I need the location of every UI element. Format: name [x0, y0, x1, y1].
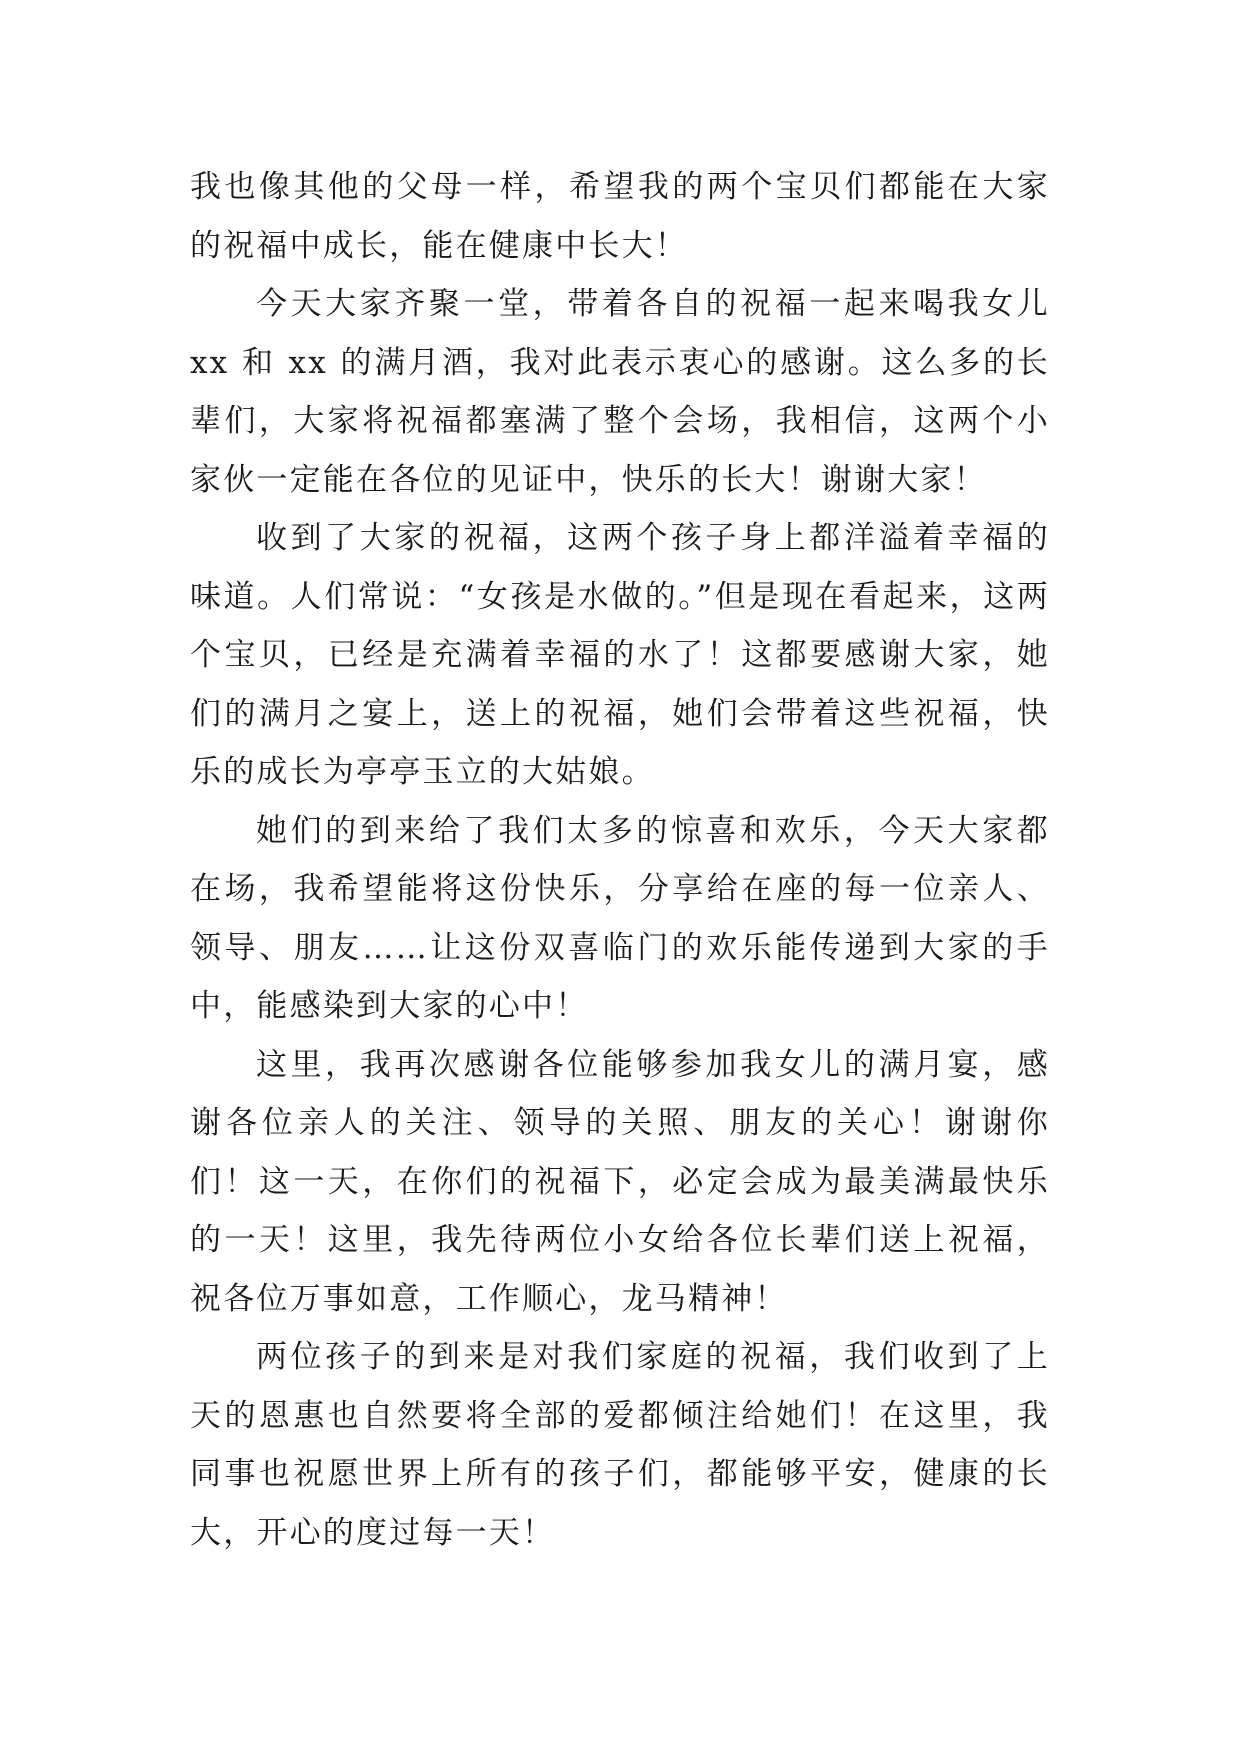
- paragraph-4: 她们的到来给了我们太多的惊喜和欢乐，今天大家都在场，我希望能将这份快乐，分享给在座的每一位亲人、领导、朋友……让这份双喜临门的欢乐能传递到大家的手中，能感染到大家的心中！: [190, 812, 1050, 1024]
- document-body: [190, 158, 1050, 1562]
- paragraph-2: 今天大家齐聚一堂，带着各自的祝福一起来喝我女儿 xx 和 xx 的满月酒，我对此表示衷心的感谢。这么多的长辈们，大家将祝福都塞满了整个会场，我相信，这两个小家伙一定能在各位的见证中，快乐的长大！谢谢大家！: [190, 286, 1050, 498]
- paragraph-1: 我也像其他的父母一样，希望我的两个宝贝们都能在大家的祝福中成长，能在健康中长大！: [190, 169, 1050, 264]
- paragraph-6: 两位孩子的到来是对我们家庭的祝福，我们收到了上天的恩惠也自然要将全部的爱都倾注给她们！在这里，我同事也祝愿世界上所有的孩子们，都能够平安，健康的长大，开心的度过每一天！: [190, 1339, 1050, 1551]
- paragraph-3: 收到了大家的祝福，这两个孩子身上都洋溢着幸福的味道。人们常说：“女孩是水做的。”但是现在看起来，这两个宝贝，已经是充满着幸福的水了！这都要感谢大家，她们的满月之宴上，送上的祝福，她们会带着这些祝福，快乐的成长为亭亭玉立的大姑娘。: [190, 520, 1050, 790]
- paragraph-5: 这里，我再次感谢各位能够参加我女儿的满月宴，感谢各位亲人的关注、领导的关照、朋友的关心！谢谢你们！这一天，在你们的祝福下，必定会成为最美满最快乐的一天！这里，我先待两位小女给各位长辈们送上祝福，祝各位万事如意，工作顺心，龙马精神！: [190, 1046, 1050, 1317]
